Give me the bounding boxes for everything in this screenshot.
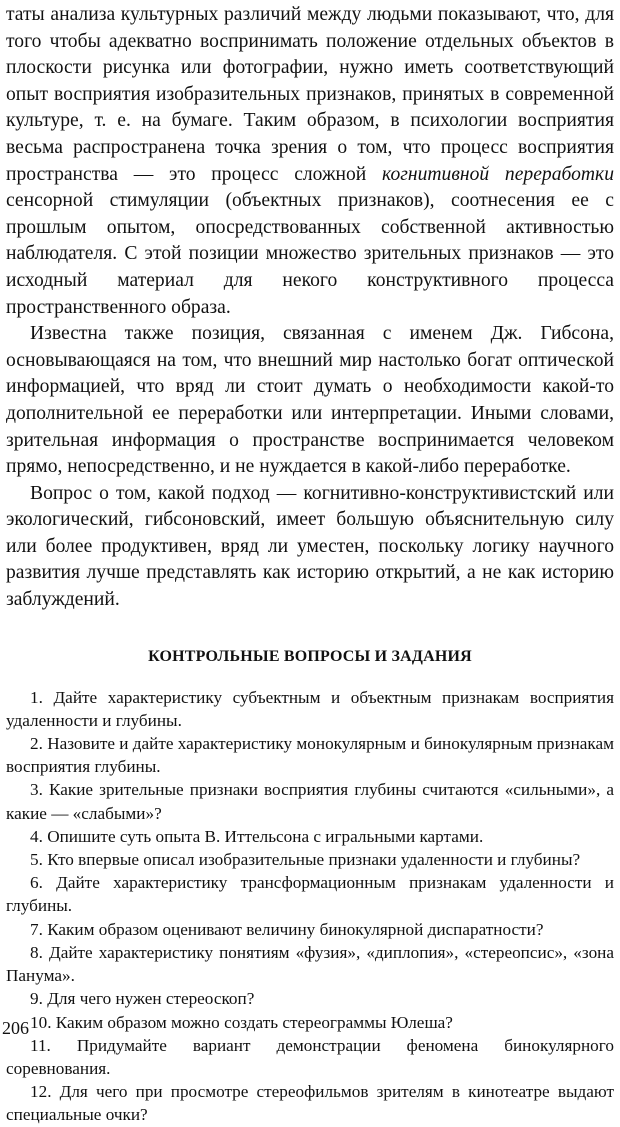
question-item: 7. Каким образом оценивают величину бинокулярной диспаратности? — [30, 919, 544, 939]
question-item: 8. Дайте характеристику понятиям «фузия», «диплопия», «стереопсис», «зона Панума». — [6, 942, 614, 986]
question-item: 9. Для чего нужен стереоскоп? — [30, 989, 255, 1009]
question-item: 6. Дайте характеристику трансформационным признакам удаленности и глубины. — [6, 873, 614, 916]
question-item: 5. Кто впервые описал изобразительные признаки удаленности и глубины? — [30, 850, 581, 870]
question-item: 4. Опишите суть опыта В. Иттельсона с игральными картами. — [30, 826, 484, 846]
section-heading: КОНТРОЛЬНЫЕ ВОПРОСЫ И ЗАДАНИЯ — [148, 647, 472, 665]
questions-list — [6, 686, 614, 1127]
question-item: 3. Какие зрительные признаки восприятия глубины считаются «сильными», а какие — «слабыми»? — [6, 780, 614, 823]
question-item: 1. Дайте характеристику субъектным и объектным признакам восприятия удаленности и глубины. — [6, 687, 614, 730]
paragraph-1-after: сенсорной стимуляции (объектных признаков), соотнесения ее с прошлым опытом, опосредствованных собственной активностью наблюдателя. С этой позиции множество зрительных признаков — это исходный материал для некого конструктивного процесса пространственного образа. — [6, 190, 614, 318]
paragraph-1 — [6, 2, 614, 321]
paragraph-2: Известна также позиция, связанная с именем Дж. Гибсона, основывающаяся на том, что внешний мир настолько богат оптической информацией, что вряд ли стоит думать о необходимости какой-то дополнительной ее переработки или интерпретации. Иными словами, зрительная информация о пространстве воспринимается человеком прямо, непосредственно, и не нуждается в какой-либо переработке. — [6, 323, 614, 478]
question-item: 2. Назовите и дайте характеристику монокулярным и бинокулярным признакам восприятия глубины. — [6, 734, 614, 777]
question-item: 11. Придумайте вариант демонстрации феномена бинокулярного соревнования. — [6, 1035, 614, 1078]
paragraph-1-before: таты анализа культурных различий между людьми показывают, что, для того чтобы адекватно воспринимать положение отдельных объектов в плоскости рисунка или фотографии, нужно иметь соответствующий опыт восприятия изобразительных признаков, принятых в современной культуре, т. е. на бумаге. Таким образом, в психологии восприятия весьма распространена точка зрения о том, что процесс восприятия пространства — это процесс сложной — [6, 4, 614, 185]
question-item: 10. Каким образом можно создать стереограммы Юлеша? — [30, 1012, 453, 1032]
main-text — [6, 2, 614, 614]
paragraph-3: Вопрос о том, какой подход — когнитивно-конструктивистский или экологический, гибсоновский, имеет большую объяснительную силу или более продуктивен, вряд ли уместен, поскольку логику научного развития лучше представлять как историю открытий, а не как историю заблуждений. — [6, 482, 614, 611]
page-number: 206 — [2, 1018, 29, 1038]
question-item: 12. Для чего при просмотре стереофильмов зрителям в кинотеатре выдают специальные очки? — [6, 1082, 614, 1125]
paragraph-1-emphasis: когнитивной переработки — [382, 163, 614, 185]
